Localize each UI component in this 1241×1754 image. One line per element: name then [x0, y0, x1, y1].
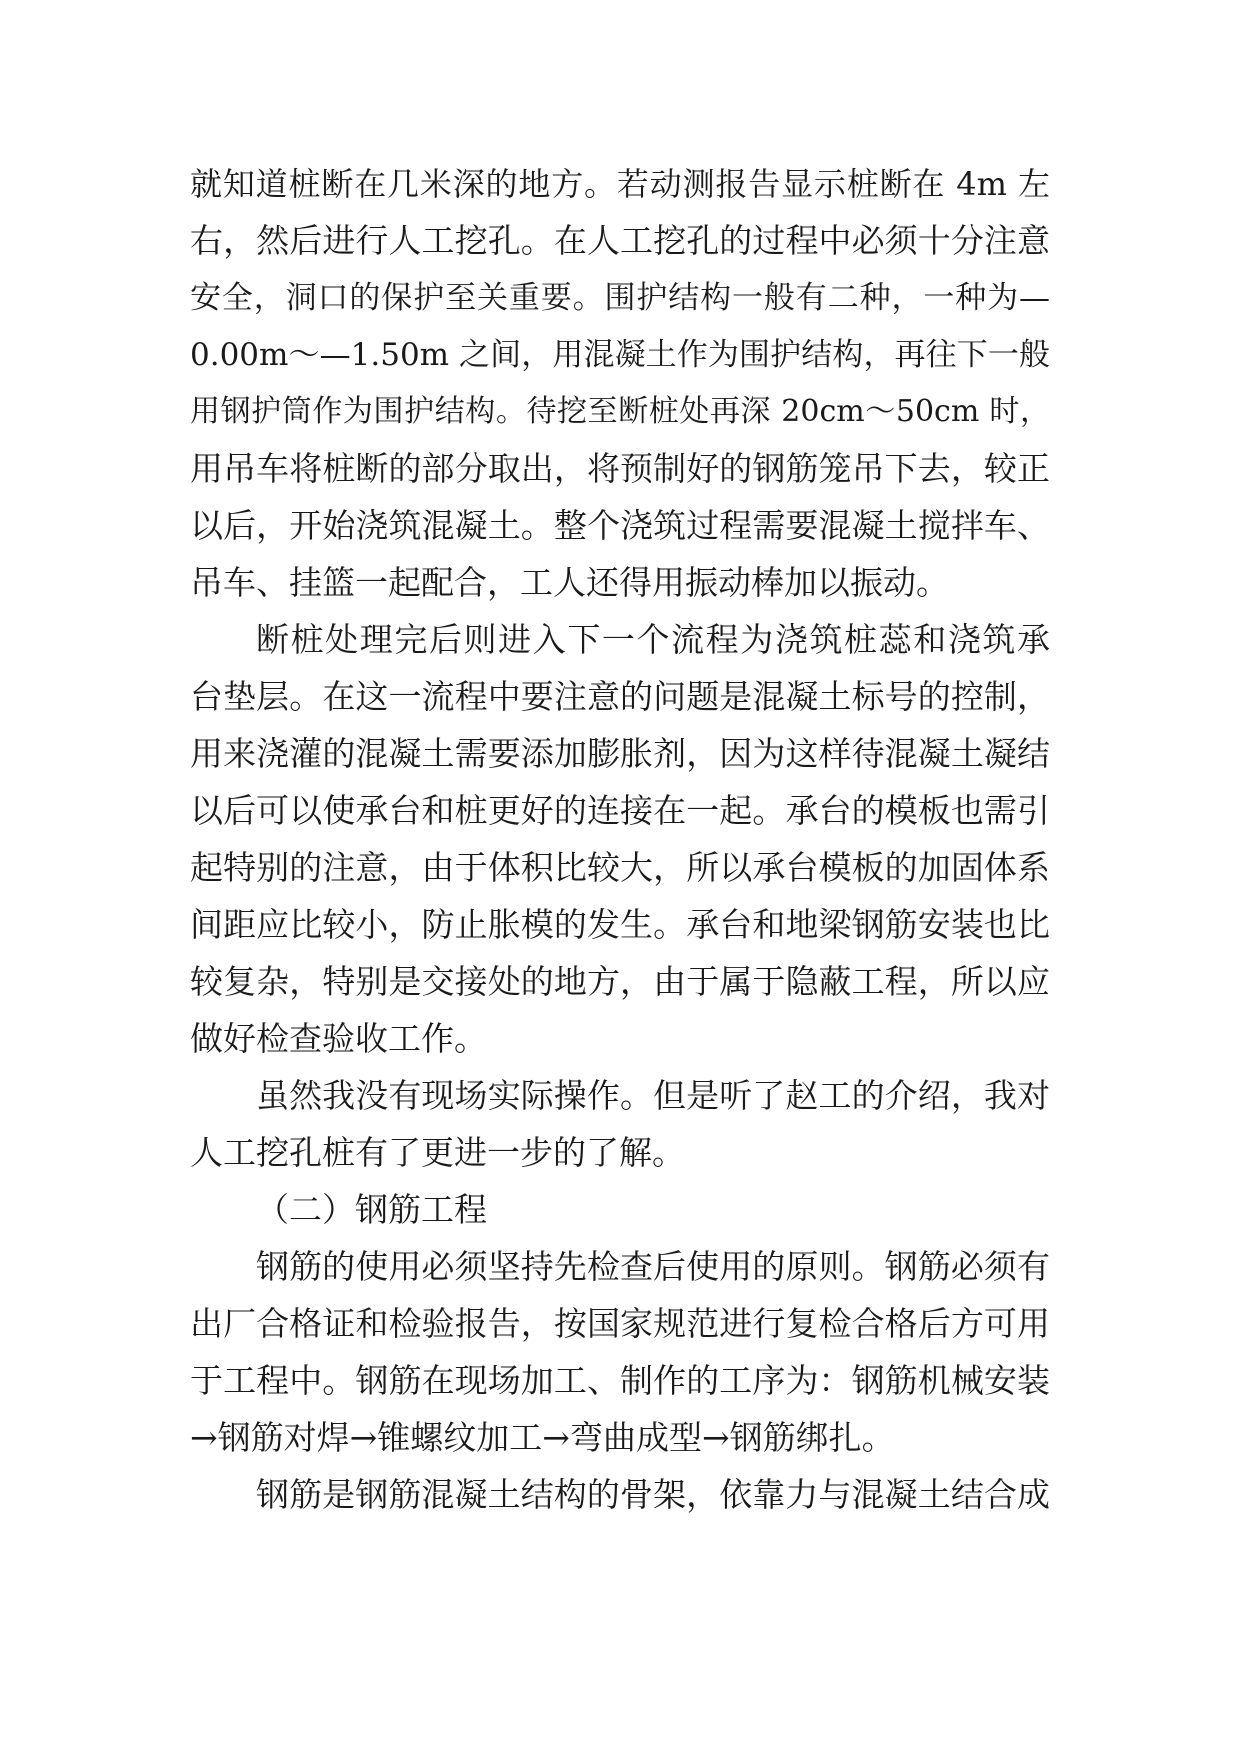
body-text-line: 用来浇灌的混凝土需要添加膨胀剂，因为这样待混凝土凝结 — [190, 734, 1050, 773]
body-text-line: 间距应比较小，防止胀模的发生。承台和地梁钢筋安装也比 — [190, 905, 1050, 944]
section-heading: （二）钢筋工程 — [256, 1190, 487, 1229]
paragraph-first-line: 钢筋是钢筋混凝土结构的骨架，依靠力与混凝土结合成 — [256, 1475, 1050, 1514]
body-text-line: 就知道桩断在几米深的地方。若动测报告显示桩断在 4m 左 — [190, 165, 1050, 203]
body-text-line: 0.00m～—1.50m 之间，用混凝土作为围护结构，再往下一般 — [190, 337, 1050, 373]
body-text-line: 右，然后进行人工挖孔。在人工挖孔的过程中必须十分注意 — [190, 221, 1050, 260]
body-text-line: 用钢护筒作为围护结构。待挖至断桩处再深 20cm～50cm 时， — [190, 394, 1050, 429]
body-text-line: 较复杂，特别是交接处的地方，由于属于隐蔽工程，所以应 — [190, 962, 1050, 1001]
body-text-line: 人工挖孔桩有了更进一步的了解。 — [190, 1133, 685, 1172]
body-text-line: 出厂合格证和检验报告，按国家规范进行复检合格后方可用 — [190, 1304, 1050, 1343]
body-text-line: 以后可以使承台和桩更好的连接在一起。承台的模板也需引 — [190, 791, 1050, 830]
paragraph-first-line: 钢筋的使用必须坚持先检查后使用的原则。钢筋必须有 — [256, 1247, 1050, 1286]
body-text-line: 于工程中。钢筋在现场加工、制作的工序为：钢筋机械安装 — [190, 1361, 1050, 1400]
paragraph-first-line: 虽然我没有现场实际操作。但是听了赵工的介绍，我对 — [256, 1076, 1050, 1115]
body-text-line: 做好检查验收工作。 — [190, 1019, 487, 1058]
body-text-line: 吊车、挂篮一起配合，工人还得用振动棒加以振动。 — [190, 563, 949, 602]
paragraph-first-line: 断桩处理完后则进入下一个流程为浇筑桩蕊和浇筑承 — [256, 620, 1050, 659]
body-text-line: →钢筋对焊→锥螺纹加工→弯曲成型→钢筋绑扎。 — [190, 1418, 895, 1457]
body-text-line: 以后，开始浇筑混凝土。整个浇筑过程需要混凝土搅拌车、 — [190, 506, 1050, 545]
body-text-line: 安全，洞口的保护至关重要。围护结构一般有二种，一种为— — [190, 280, 1050, 316]
body-text-line: 台垫层。在这一流程中要注意的问题是混凝土标号的控制， — [190, 677, 1050, 716]
body-text-line: 用吊车将桩断的部分取出，将预制好的钢筋笼吊下去，较正 — [190, 449, 1050, 488]
body-text-line: 起特别的注意，由于体积比较大，所以承台模板的加固体系 — [190, 848, 1050, 887]
